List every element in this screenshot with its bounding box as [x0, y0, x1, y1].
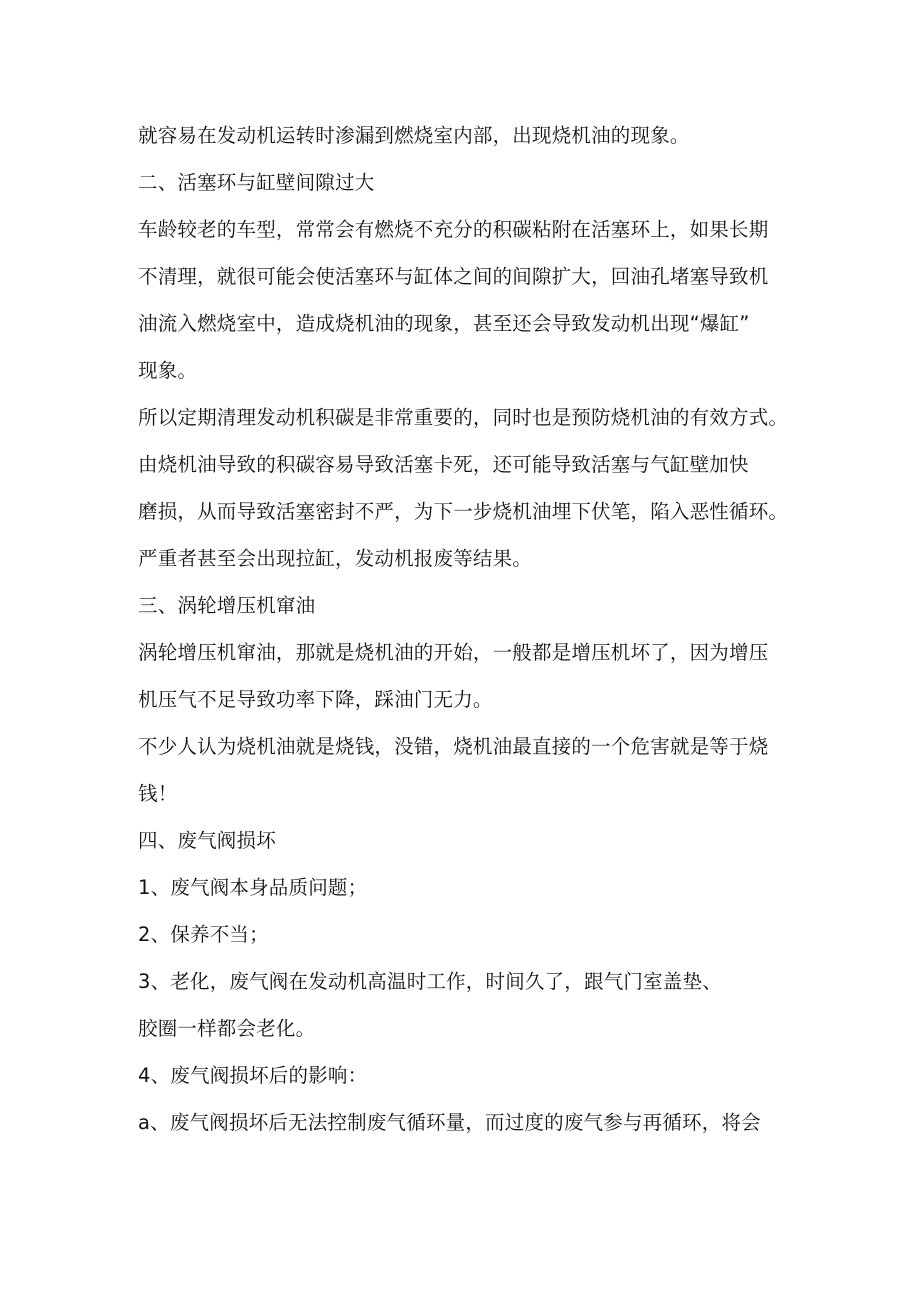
paragraph-line: 车龄较老的车型，常常会有燃烧不充分的积碳粘附在活塞环上，如果长期: [138, 218, 769, 241]
paragraph-line: 机压气不足导致功率下降，踩油门无力。: [138, 688, 493, 711]
paragraph-line: 磨损，从而导致活塞密封不严，为下一步烧机油埋下伏笔，陷入恶性循环。: [138, 500, 789, 523]
paragraph-line: 钱！: [138, 782, 178, 805]
paragraph-line: 由烧机油导致的积碳容易导致活塞卡死，还可能导致活塞与气缸壁加快: [138, 453, 749, 476]
section-heading: 二、活塞环与缸壁间隙过大: [138, 171, 375, 194]
list-item: 2、保养不当；: [138, 923, 269, 946]
paragraph-line: 涡轮增压机窜油，那就是烧机油的开始，一般都是增压机坏了，因为增压: [138, 641, 769, 664]
paragraph-line: 严重者甚至会出现拉缸，发动机报废等结果。: [138, 547, 533, 570]
paragraph-line: 油流入燃烧室中，造成烧机油的现象，甚至还会导致发动机出现“爆缸”: [138, 312, 750, 335]
paragraph-line: 现象。: [138, 359, 198, 382]
paragraph-line: 就容易在发动机运转时渗漏到燃烧室内部，出现烧机油的现象。: [138, 124, 690, 147]
list-item: 1、废气阀本身品质问题；: [138, 876, 368, 899]
section-heading: 四、废气阀损坏: [138, 829, 276, 852]
document-body: [138, 112, 800, 1146]
list-item: 3、老化，废气阀在发动机高温时工作，时间久了，跟气门室盖垫、: [138, 970, 722, 993]
paragraph-line: 不清理，就很可能会使活塞环与缸体之间的间隙扩大，回油孔堵塞导致机: [138, 265, 769, 288]
list-item: 胶圈一样都会老化。: [138, 1017, 316, 1040]
list-item: a、废气阀损坏后无法控制废气循环量，而过度的废气参与再循环，将会: [138, 1111, 761, 1134]
section-heading: 三、涡轮增压机窜油: [138, 594, 316, 617]
paragraph-line: 所以定期清理发动机积碳是非常重要的，同时也是预防烧机油的有效方式。: [138, 406, 789, 429]
list-item: 4、废气阀损坏后的影响：: [138, 1064, 368, 1087]
paragraph-line: 不少人认为烧机油就是烧钱，没错，烧机油最直接的一个危害就是等于烧: [138, 735, 769, 758]
